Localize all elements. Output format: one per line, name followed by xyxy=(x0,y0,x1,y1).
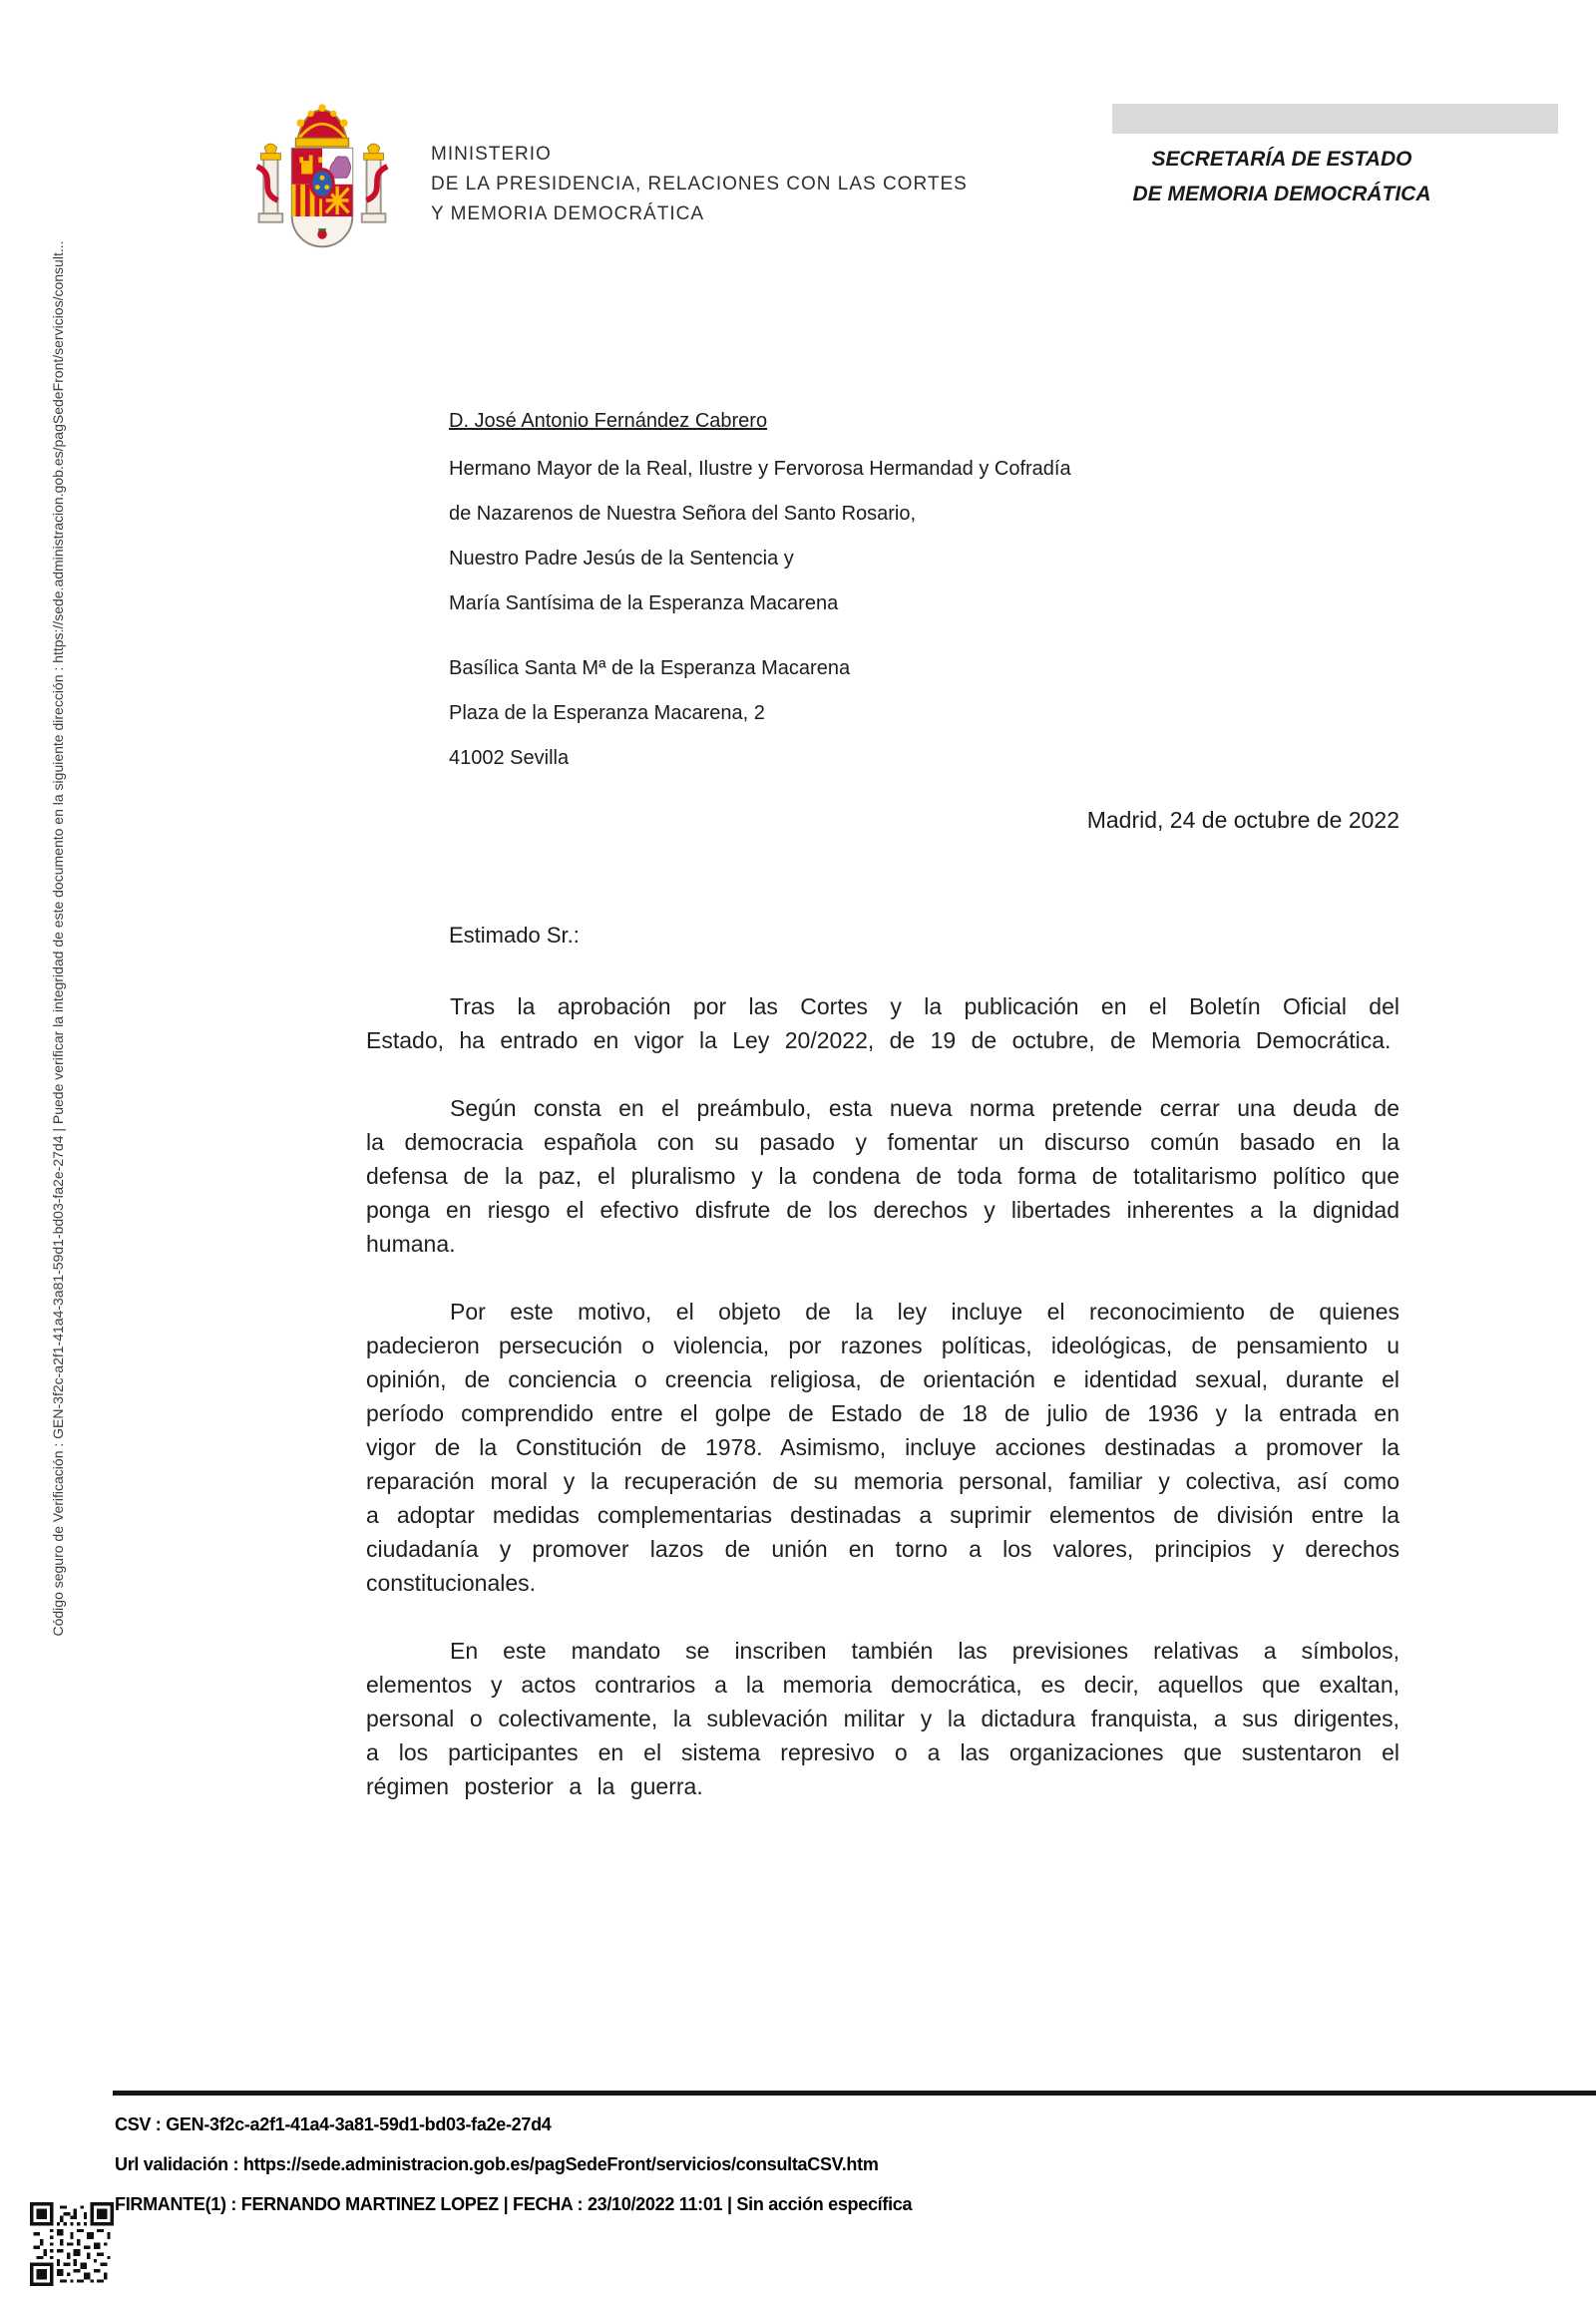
recipient-address-line: Plaza de la Esperanza Macarena, 2 xyxy=(449,702,765,724)
footer-url-line: Url validación : https://sede.administracion.gob.es/pagSedeFront/servicios/consultaCSV.htm xyxy=(115,2154,879,2174)
verification-sidebar-text: Código seguro de Verificación : GEN-3f2c-a2f1-41a4-3a81-59d1-bd03-fa2e-27d4 | Puede verificar la integridad de este documento en la siguiente dirección : https://sede.administracion.gob.es/pagSedeFront/servicios/consult... xyxy=(50,240,66,1637)
footer-firmante-line: FIRMANTE(1) : FERNANDO MARTINEZ LOPEZ | FECHA : 23/10/2022 11:01 | Sin acción específica xyxy=(115,2194,913,2214)
date-line: Madrid, 24 de octubre de 2022 xyxy=(1086,807,1399,833)
footer-csv-line: CSV : GEN-3f2c-a2f1-41a4-3a81-59d1-bd03-fa2e-27d4 xyxy=(115,2114,552,2134)
qr-code xyxy=(30,2202,114,2286)
paragraph: Tras la aprobación por las Cortes y la publicación en el Boletín Oficial del Estado, ha entrado en vigor la Ley 20/2022, de 19 de octubre, de Memoria Democrática. xyxy=(366,993,1399,1053)
ministry-line: MINISTERIO xyxy=(431,144,552,165)
ministry-line: DE LA PRESIDENCIA, RELACIONES CON LAS CORTES xyxy=(431,174,968,194)
header-gray-bar xyxy=(1112,104,1558,134)
paragraph: Por este motivo, el objeto de la ley incluye el reconocimiento de quienes padecieron persecución o violencia, por razones políticas, ideológicas, de pensamiento u opinión, de conciencia o creencia religiosa, de orientación e identidad sexual, durante el período comprendido entre el golpe de Estado de 18 de julio de 1936 y la entrada en vigor de la Constitución de 1978. Asimismo, incluye acciones destinadas a promover la reparación moral y la recuperación de su memoria personal, familiar y colectiva, así como a adoptar medidas complementarias destinadas a suprimir elementos de división entre la ciudadanía y promover lazos de unión en torno a los valores, principios y derechos constitucionales. xyxy=(366,1299,1399,1596)
secretaria-block xyxy=(1037,142,1526,211)
recipient-address-line: 41002 Sevilla xyxy=(449,747,570,769)
recipient-title-line: Hermano Mayor de la Real, Ilustre y Fervorosa Hermandad y Cofradía xyxy=(449,458,1071,480)
spain-coat-of-arms-logo xyxy=(251,96,393,285)
recipient-title-line: María Santísima de la Esperanza Macarena xyxy=(449,592,839,614)
footer-divider xyxy=(113,2091,1596,2096)
recipient-title-line: Nuestro Padre Jesús de la Sentencia y xyxy=(449,548,794,570)
recipient-name: D. José Antonio Fernández Cabrero xyxy=(449,410,768,432)
ministry-line: Y MEMORIA DEMOCRÁTICA xyxy=(431,203,705,224)
secretaria-line: DE MEMORIA DEMOCRÁTICA xyxy=(1132,183,1431,205)
coat-of-arms-icon xyxy=(251,96,393,285)
ministry-name-block xyxy=(431,140,968,229)
footer-block xyxy=(115,2105,912,2224)
secretaria-line: SECRETARÍA DE ESTADO xyxy=(1151,148,1412,171)
salutation: Estimado Sr.: xyxy=(449,923,580,948)
letter-body xyxy=(366,989,1399,1837)
recipient-address-line: Basílica Santa Mª de la Esperanza Macarena xyxy=(449,657,851,679)
paragraph: En este mandato se inscriben también las previsiones relativas a símbolos, elementos y actos contrarios a la memoria democrática, es decir, aquellos que exaltan, personal o colectivamente, la sublevación militar y la dictadura franquista, a sus dirigentes, a los participantes en el sistema represivo o a las organizaciones que sustentaron el régimen posterior a la guerra. xyxy=(366,1638,1399,1799)
paragraph: Según consta en el preámbulo, esta nueva norma pretende cerrar una deuda de la democracia española con su pasado y fomentar un discurso común basado en la defensa de la paz, el pluralismo y la condena de toda forma de totalitarismo político que ponga en riesgo el efectivo disfrute de los derechos y libertades inherentes a la dignidad humana. xyxy=(366,1095,1399,1257)
recipient-title-block xyxy=(449,447,1071,626)
recipient-address-block xyxy=(449,646,850,781)
qr-code-icon xyxy=(30,2202,114,2286)
recipient-title-line: de Nazarenos de Nuestra Señora del Santo Rosario, xyxy=(449,503,917,525)
